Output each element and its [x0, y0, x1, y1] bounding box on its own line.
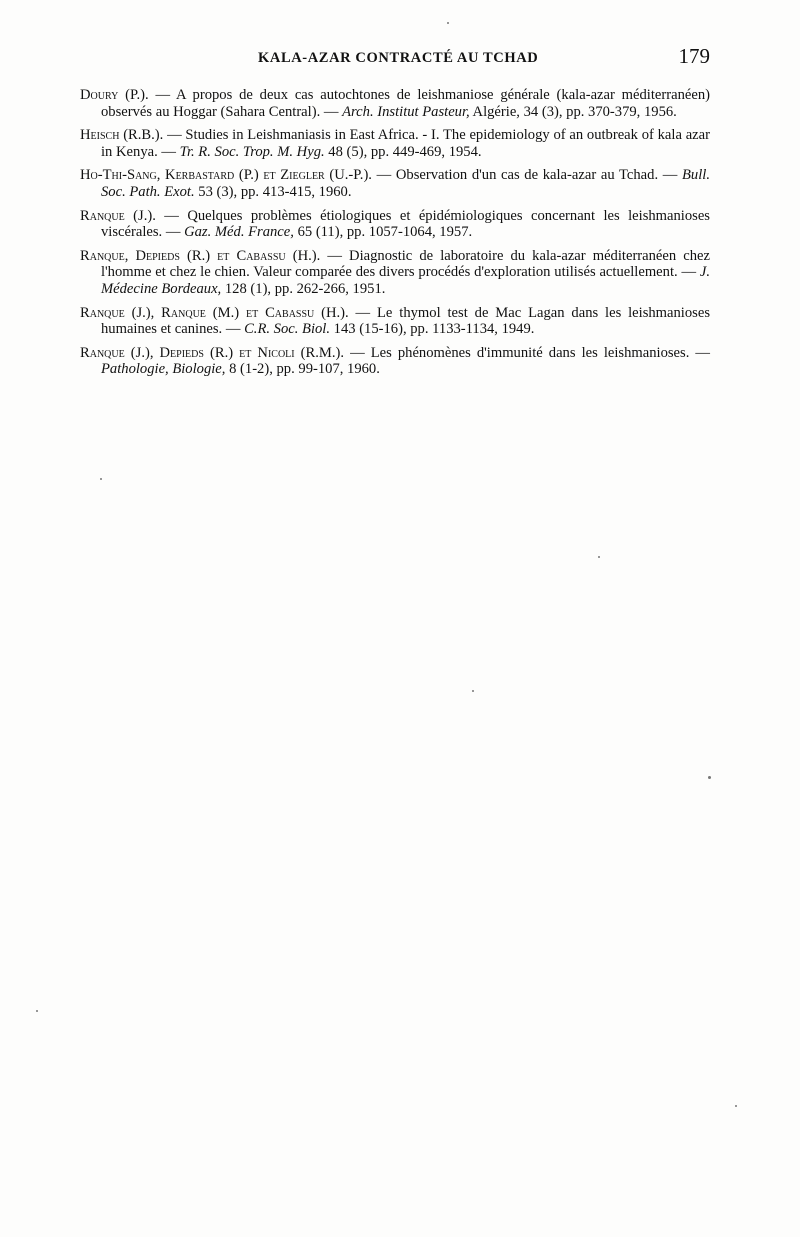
reference-journal: Pathologie, Biologie,: [101, 361, 226, 378]
reference-details: 53 (3), pp. 413-415, 1960.: [194, 183, 352, 200]
reference-journal: Bull. Soc. Path. Exot.: [101, 167, 710, 200]
reference-journal: J. Médecine Bordeaux,: [101, 264, 710, 297]
reference-entry: [80, 208, 710, 241]
reference-entry: [80, 87, 710, 120]
reference-details: 65 (11), pp. 1057-1064, 1957.: [293, 224, 473, 241]
scan-speck: [36, 1010, 38, 1012]
reference-journal: Tr. R. Soc. Trop. M. Hyg.: [179, 143, 325, 160]
reference-entry: [80, 248, 710, 298]
reference-text: — Diagnostic de laboratoire du kala-azar méditerranéen chez l'homme et chez le chien. Valeur comparée des divers procédés d'exploration utilisés actuellement. —: [101, 247, 710, 281]
reference-details: 128 (1), pp. 262-266, 1951.: [221, 280, 386, 297]
scan-speck: [735, 1105, 737, 1107]
reference-text: — Observation d'un cas de kala-azar au Tchad. —: [371, 167, 683, 184]
running-title: KALA-AZAR CONTRACTÉ AU TCHAD: [258, 50, 539, 66]
reference-details: 143 (15-16), pp. 1133-1134, 1949.: [330, 321, 535, 338]
reference-journal: Arch. Institut Pasteur,: [342, 103, 470, 120]
reference-details: 48 (5), pp. 449-469, 1954.: [324, 143, 482, 160]
reference-journal: C.R. Soc. Biol.: [244, 321, 330, 338]
reference-details: Algérie, 34 (3), pp. 370-379, 1956.: [469, 103, 677, 120]
reference-authors: Ranque (J.), Depieds (R.) et Nicoli (R.M.).: [80, 344, 345, 361]
reference-authors: Ranque (J.).: [80, 207, 156, 224]
reference-authors: Ranque, Depieds (R.) et Cabassu (H.).: [80, 247, 321, 264]
reference-authors: Ranque (J.), Ranque (M.) et Cabassu (H.).: [80, 304, 349, 321]
reference-text: — Les phénomènes d'immunité dans les leishmanioses. —: [344, 344, 710, 361]
scan-speck: [447, 22, 449, 24]
reference-authors: Heisch (R.B.).: [80, 127, 164, 144]
running-header: [80, 44, 710, 70]
reference-journal: Gaz. Méd. France,: [184, 224, 294, 241]
page-number: 179: [678, 44, 710, 68]
scan-speck: [100, 478, 102, 480]
scan-speck: [472, 690, 474, 692]
scan-speck: [708, 776, 711, 779]
reference-text: — Quelques problèmes étiologiques et épidémiologiques concernant les leishmanioses viscérales. —: [101, 207, 710, 241]
reference-text: — Studies in Leishmaniasis in East Africa. - I. The epidemiology of an outbreak of kala azar in Kenya. —: [101, 127, 710, 160]
reference-entry: [80, 345, 710, 378]
reference-details: 8 (1-2), pp. 99-107, 1960.: [225, 361, 380, 378]
reference-text: — A propos de deux cas autochtones de leishmaniose générale (kala-azar méditerranéen) observés au Hoggar (Sahara Central). —: [101, 87, 710, 120]
reference-entry: [80, 167, 710, 200]
reference-authors: Ho-Thi-Sang, Kerbastard (P.) et Ziegler (U.-P.).: [80, 167, 372, 184]
reference-text: — Le thymol test de Mac Lagan dans les leishmanioses humaines et canines. —: [101, 304, 710, 338]
reference-list: [80, 87, 710, 385]
reference-entry: [80, 127, 710, 160]
reference-authors: Doury (P.).: [80, 87, 149, 103]
scan-speck: [598, 556, 600, 558]
reference-entry: [80, 305, 710, 338]
